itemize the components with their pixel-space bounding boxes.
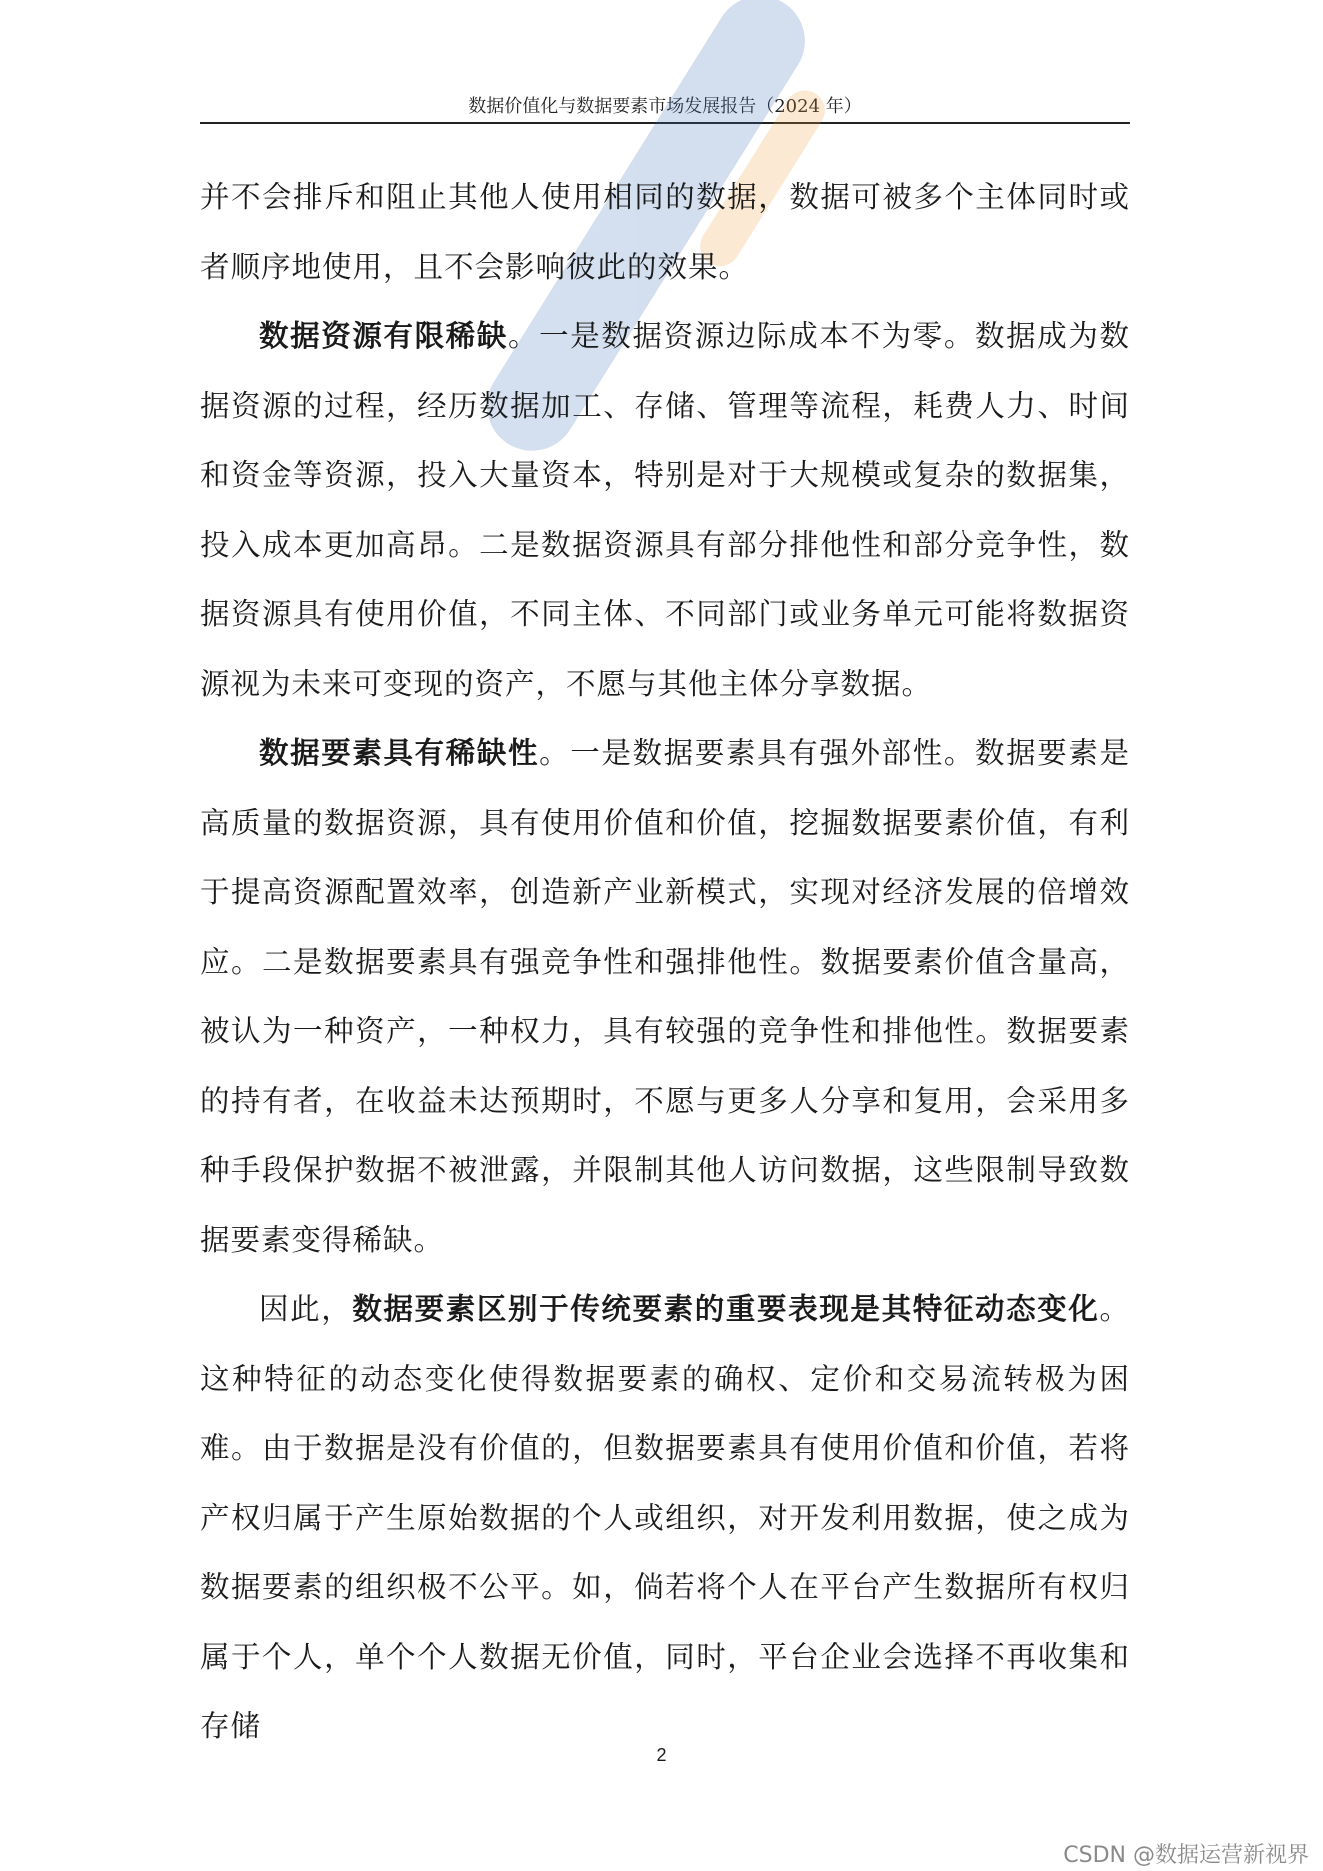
page-header xyxy=(200,92,1130,124)
paragraph-data-element xyxy=(200,719,1130,1275)
source-attribution: CSDN @数据运营新视界 xyxy=(1063,1843,1309,1868)
paragraph-data-resource xyxy=(200,302,1130,719)
paragraph-text: 。这种特征的动态变化使得数据要素的确权、定价和交易流转极为困难。由于数据是没有价值的，但数据要素具有使用价值和价值，若将产权归属于产生原始数据的个人或组织，对开发利用数据，使之成为数据要素的组织极不公平。如，倘若将个人在平台产生数据所有权归属于个人，单个个人数据无价值，同时，平台企业会选择不再收集和存储 xyxy=(200,1292,1130,1743)
paragraph-text: 。一是数据要素具有强外部性。数据要素是高质量的数据资源，具有使用价值和价值，挖掘数据要素价值，有利于提高资源配置效率，创造新产业新模式，实现对经济发展的倍增效应。二是数据要素具有强竞争性和强排他性。数据要素价值含量高，被认为一种资产，一种权力，具有较强的竞争性和排他性。数据要素的持有者，在收益未达预期时，不愿与更多人分享和复用，会采用多种手段保护数据不被泄露，并限制其他人访问数据，这些限制导致数据要素变得稀缺。 xyxy=(200,736,1130,1257)
paragraph-conclusion xyxy=(200,1275,1130,1762)
paragraph-heading: 数据资源有限稀缺 xyxy=(259,319,509,353)
page-number: 2 xyxy=(656,1745,667,1765)
paragraph-lead: 因此， xyxy=(259,1292,353,1326)
report-title: 数据价值化与数据要素市场发展报告（2024 年） xyxy=(468,96,862,117)
paragraph-text: 并不会排斥和阻止其他人使用相同的数据，数据可被多个主体同时或者顺序地使用，且不会影响彼此的效果。 xyxy=(200,180,1130,284)
paragraph-heading: 数据要素区别于传统要素的重要表现是其特征动态变化 xyxy=(352,1292,1100,1326)
paragraph-heading: 数据要素具有稀缺性 xyxy=(259,736,540,770)
paragraph-text: 。一是数据资源边际成本不为零。数据成为数据资源的过程，经历数据加工、存储、管理等流程，耗费人力、时间和资金等资源，投入大量资本，特别是对于大规模或复杂的数据集，投入成本更加高昂。二是数据资源具有部分排他性和部分竞争性，数据资源具有使用价值，不同主体、不同部门或业务单元可能将数据资源视为未来可变现的资产，不愿与其他主体分享数据。 xyxy=(200,319,1130,701)
body-text xyxy=(200,163,1130,1762)
paragraph-continuation xyxy=(200,163,1130,302)
